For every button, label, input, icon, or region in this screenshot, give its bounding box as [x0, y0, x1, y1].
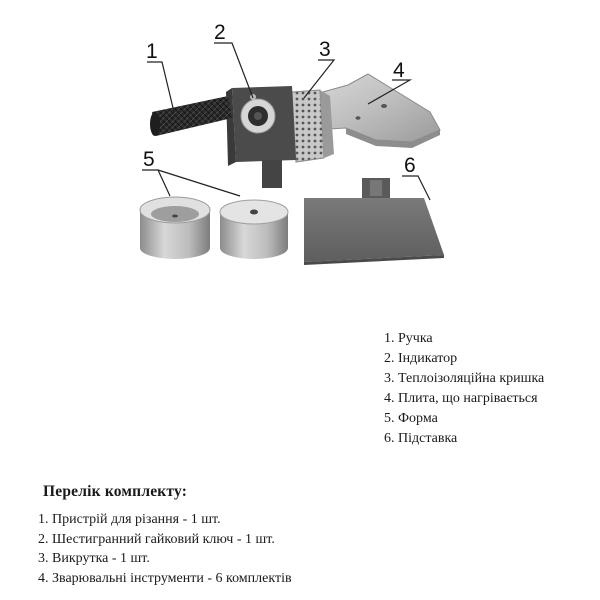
callout-2: 2 — [214, 21, 226, 44]
legend-item-form: 5. Форма — [384, 411, 438, 426]
kit-item-cutter: 1. Пристрій для різання - 1 шт. — [38, 512, 221, 527]
kit-list-heading: Перелік комплекту: — [43, 483, 188, 500]
insulation-cover — [292, 90, 334, 162]
parts-legend — [384, 329, 544, 449]
product-diagram — [0, 0, 600, 290]
callout-1: 1 — [146, 40, 158, 63]
legend-item-heating-plate: 4. Плита, що нагрівається — [384, 391, 538, 406]
stand — [304, 178, 444, 265]
legend-item-insulation-cover: 3. Теплоізоляційна кришка — [384, 371, 545, 386]
handle — [150, 96, 232, 136]
kit-item-screwdriver: 3. Викрутка - 1 шт. — [38, 551, 150, 566]
kit-item-hex-key: 2. Шестигранний гайковий ключ - 1 шт. — [38, 531, 275, 547]
legend-item-stand: 6. Підставка — [384, 431, 458, 446]
kit-item-welding-tools: 4. Зварювальні інструменти - 6 комплектів — [38, 570, 292, 586]
device-body — [226, 86, 296, 188]
kit-list — [38, 510, 292, 588]
callout-4: 4 — [393, 59, 405, 82]
legend-item-handle: 1. Ручка — [384, 331, 433, 346]
callout-6: 6 — [404, 154, 416, 177]
callout-3: 3 — [319, 38, 331, 61]
heating-forms — [140, 197, 288, 259]
legend-item-indicator: 2. Індикатор — [384, 351, 458, 366]
callout-5: 5 — [143, 148, 155, 171]
